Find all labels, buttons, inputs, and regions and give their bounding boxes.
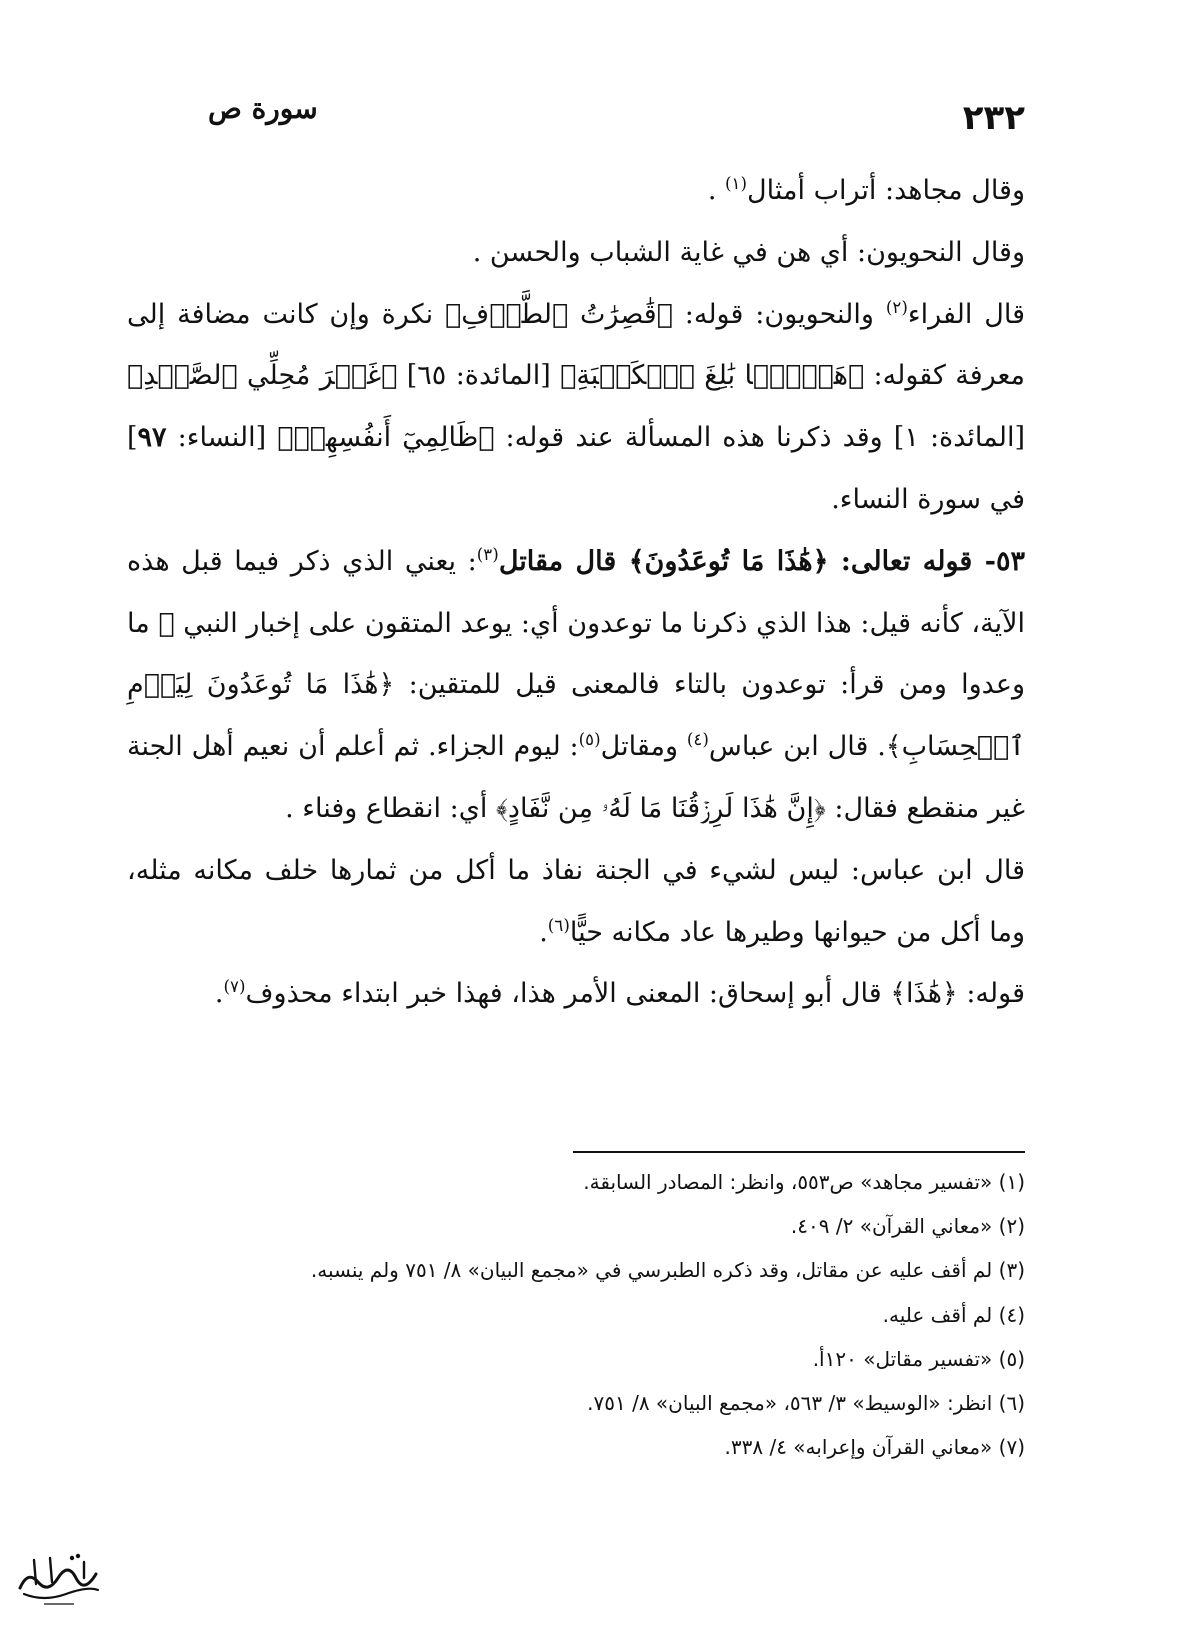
footnote-3: (٣) لم أقف عليه عن مقاتل، وقد ذكره الطبرسي في «مجمع البيان» ٨/ ٧٥١ ولم ينسبه. [310, 1258, 1025, 1283]
p1-text: وقال مجاهد: أتراب أمثال [747, 175, 1025, 206]
footnote-ref-5: (٥) [578, 729, 601, 750]
p4-b: ومقاتل [600, 731, 687, 763]
paragraph-5 [127, 840, 1025, 964]
paragraph-3 [127, 284, 1025, 531]
publisher-logo [14, 1548, 102, 1610]
page-number: ٢٣٢ [962, 98, 1025, 138]
footnote-7: (٧) «معاني القرآن وإعرابه» ٤/ ٣٣٨. [724, 1435, 1025, 1460]
footnotes [105, 1160, 1025, 1469]
p1-end: . [707, 175, 725, 206]
p4-a: : يعني الذي ذكر فيما قبل هذه الآية، كأنه قيل: هذا الذي ذكرنا ما توعدون أي: يوعد المتقون على إخبار النبي ﷺ ما وعدوا ومن قرأ: توعدون بالتاء فالمعنى قيل للمتقين: ﴿هَٰذَا مَا تُوعَدُونَ لِيَوۡمِ ٱلۡحِسَابِ﴾. قال ابن عباس [127, 545, 1025, 763]
footnote-divider [573, 1151, 1025, 1153]
p6-end: . [214, 978, 224, 1010]
p4-c: : ليوم الجزاء. ثم أعلم أن نعيم أهل الجنة غير منقطع فقال: ﴿إِنَّ هَٰذَا لَرِزۡقُنَا مَا لَهُۥ مِن نَّفَادٍ﴾ أي: انقطاع وفناء . [127, 731, 1025, 824]
footnote-ref-2: (٢) [885, 296, 908, 317]
running-header-surah: سورة ص [208, 92, 318, 125]
footnote-ref-1: (١) [724, 173, 748, 193]
footnote-6: (٦) انظر: «الوسيط» ٣/ ٥٦٣، «مجمع البيان» ٨/ ٧٥١. [587, 1391, 1025, 1416]
footnote-2: (٢) «معاني القرآن» ٢/ ٤٠٩. [790, 1214, 1025, 1239]
footnote-ref-6: (٦) [547, 914, 570, 935]
footnote-5: (٥) «تفسير مقاتل» ١٢٠أ. [812, 1346, 1025, 1371]
p5-end: . [539, 916, 548, 948]
p5-text: قال ابن عباس: ليس لشيء في الجنة نفاذ ما أكل من ثمارها خلف مكانه مثله، وما أكل من حيوانها وطيرها عاد مكانه حيًّا [127, 854, 1025, 948]
footnote-1: (١) «تفسير مجاهد» ص٥٥٣، وانظر: المصادر السابقة. [583, 1170, 1025, 1194]
p3-c: ] في سورة النساء. [127, 422, 1025, 515]
paragraph-6 [127, 963, 1025, 1025]
footnote-ref-4: (٤) [686, 729, 709, 750]
footnote-4: (٤) لم أقف عليه. [882, 1302, 1025, 1327]
footnote-ref-3: (٣) [476, 543, 499, 564]
p4-lead: ٥٣- قوله تعالى: ﴿هَٰذَا مَا تُوعَدُونَ﴾ قال مقاتل [498, 545, 1025, 577]
footnote-ref-7: (٧) [223, 976, 246, 997]
p3-b: والنحويون: قوله: ﴿قَٰصِرَٰتُ ٱلطَّرۡفِ﴾ نكرة وإن كانت مضافة إلى معرفة كقوله: ﴿هَدۡيَۢا بَٰلِغَ ٱلۡكَعۡبَةِ﴾ [المائدة: ٦٥] ﴿غَيۡرَ مُحِلِّي ٱلصَّيۡدِ﴾ [المائدة: ١] وقد ذكرنا هذه المسألة عند قوله: ﴿ظَالِمِيٓ أَنفُسِهِمۡ﴾ [النساء: [127, 298, 1025, 454]
p3-a: قال الفراء [907, 298, 1025, 330]
paragraph-2: وقال النحويون: أي هن في غاية الشباب والحسن . [472, 236, 1025, 268]
p6-text: قوله: ﴿هَٰذَا﴾ قال أبو إسحاق: المعنى الأمر هذا، فهذا خبر ابتداء محذوف [245, 978, 1025, 1010]
paragraph-4 [127, 531, 1025, 840]
main-text [127, 160, 1025, 1025]
p3-num: ٩٧ [137, 422, 167, 454]
paragraph-1 [127, 160, 1025, 222]
